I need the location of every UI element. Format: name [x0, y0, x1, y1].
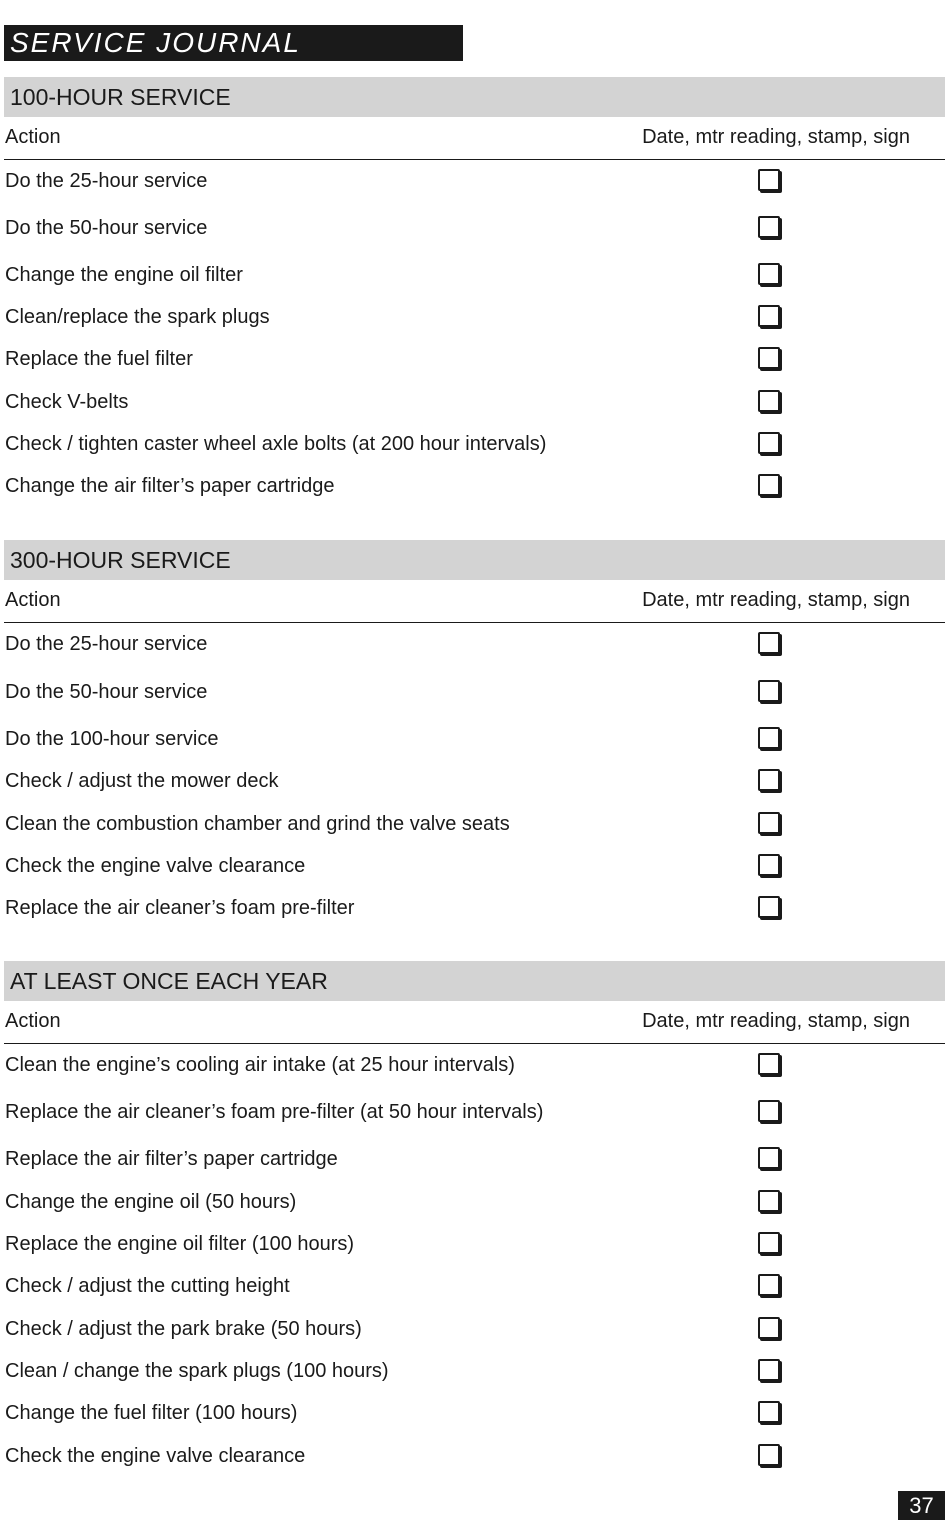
checkbox[interactable] — [758, 769, 780, 791]
page-number: 37 — [898, 1491, 945, 1520]
list-item — [4, 810, 945, 840]
list-item — [4, 388, 945, 418]
checkbox[interactable] — [758, 1232, 780, 1254]
list-item — [4, 1399, 945, 1429]
column-date: Date, mtr reading, stamp, sign — [642, 589, 910, 611]
list-item — [4, 472, 945, 502]
action-label: Do the 25-hour service — [5, 170, 208, 192]
action-label: Replace the air cleaner’s foam pre-filter — [5, 897, 355, 919]
checkbox[interactable] — [758, 1317, 780, 1339]
action-label: Do the 25-hour service — [5, 633, 208, 655]
checkbox[interactable] — [758, 1100, 780, 1122]
checkbox[interactable] — [758, 680, 780, 702]
list-item — [4, 1357, 945, 1387]
list-item — [4, 214, 945, 244]
list-item — [4, 261, 945, 291]
checkbox[interactable] — [758, 1147, 780, 1169]
column-date: Date, mtr reading, stamp, sign — [642, 126, 910, 148]
checkbox[interactable] — [758, 727, 780, 749]
action-label: Replace the engine oil filter (100 hours) — [5, 1233, 355, 1255]
checkbox[interactable] — [758, 812, 780, 834]
checkbox[interactable] — [758, 347, 780, 369]
checkbox[interactable] — [758, 1053, 780, 1075]
checkbox[interactable] — [758, 1359, 780, 1381]
action-label: Change the engine oil filter — [5, 264, 243, 286]
checkbox[interactable] — [758, 216, 780, 238]
list-item — [4, 767, 945, 797]
column-headers — [4, 1001, 945, 1044]
action-label: Clean/replace the spark plugs — [5, 306, 270, 328]
column-action: Action — [5, 126, 61, 148]
action-label: Change the air filter’s paper cartridge — [5, 475, 335, 497]
checkbox[interactable] — [758, 896, 780, 918]
action-label: Check the engine valve clearance — [5, 1445, 306, 1467]
list-item — [4, 1272, 945, 1302]
list-item — [4, 1315, 945, 1345]
list-item — [4, 345, 945, 375]
action-label: Do the 50-hour service — [5, 681, 208, 703]
action-label: Clean the engine’s cooling air intake (at 25 hour intervals) — [5, 1054, 515, 1076]
action-label: Check / adjust the mower deck — [5, 770, 279, 792]
checkbox[interactable] — [758, 474, 780, 496]
action-label: Replace the air filter’s paper cartridge — [5, 1148, 338, 1170]
action-label: Change the fuel filter (100 hours) — [5, 1402, 298, 1424]
checkbox[interactable] — [758, 390, 780, 412]
action-label: Do the 100-hour service — [5, 728, 219, 750]
checkbox[interactable] — [758, 432, 780, 454]
action-label: Replace the fuel filter — [5, 348, 193, 370]
action-label: Check / tighten caster wheel axle bolts (at 200 hour intervals) — [5, 433, 547, 455]
section-title: 300-HOUR SERVICE — [4, 540, 945, 580]
list-item — [4, 1145, 945, 1175]
action-label: Check the engine valve clearance — [5, 855, 306, 877]
action-label: Replace the air cleaner’s foam pre-filter (at 50 hour intervals) — [5, 1101, 544, 1123]
checkbox[interactable] — [758, 263, 780, 285]
list-item — [4, 630, 945, 660]
column-headers — [4, 580, 945, 623]
column-action: Action — [5, 1010, 61, 1032]
page-title: SERVICE JOURNAL — [4, 25, 463, 61]
checkbox[interactable] — [758, 1190, 780, 1212]
list-item — [4, 1188, 945, 1218]
action-label: Change the engine oil (50 hours) — [5, 1191, 297, 1213]
list-item — [4, 167, 945, 197]
list-item — [4, 1230, 945, 1260]
list-item — [4, 303, 945, 333]
section-title: AT LEAST ONCE EACH YEAR — [4, 961, 945, 1001]
checkbox[interactable] — [758, 1274, 780, 1296]
column-date: Date, mtr reading, stamp, sign — [642, 1010, 910, 1032]
checkbox[interactable] — [758, 1401, 780, 1423]
section-300-hour — [4, 540, 945, 940]
list-item — [4, 1051, 945, 1081]
checkbox[interactable] — [758, 632, 780, 654]
action-label: Clean / change the spark plugs (100 hours) — [5, 1360, 389, 1382]
action-label: Do the 50-hour service — [5, 217, 208, 239]
section-title: 100-HOUR SERVICE — [4, 77, 945, 117]
action-label: Check / adjust the cutting height — [5, 1275, 290, 1297]
action-label: Check / adjust the park brake (50 hours) — [5, 1318, 362, 1340]
list-item — [4, 894, 945, 924]
column-action: Action — [5, 589, 61, 611]
list-item — [4, 1098, 945, 1128]
checkbox[interactable] — [758, 305, 780, 327]
section-yearly — [4, 961, 945, 1481]
column-headers — [4, 117, 945, 160]
checkbox[interactable] — [758, 1444, 780, 1466]
list-item — [4, 852, 945, 882]
action-label: Check V-belts — [5, 391, 129, 413]
list-item — [4, 678, 945, 708]
list-item — [4, 430, 945, 460]
action-label: Clean the combustion chamber and grind the valve seats — [5, 813, 510, 835]
checkbox[interactable] — [758, 169, 780, 191]
section-100-hour — [4, 77, 945, 517]
checkbox[interactable] — [758, 854, 780, 876]
list-item — [4, 1442, 945, 1472]
list-item — [4, 725, 945, 755]
